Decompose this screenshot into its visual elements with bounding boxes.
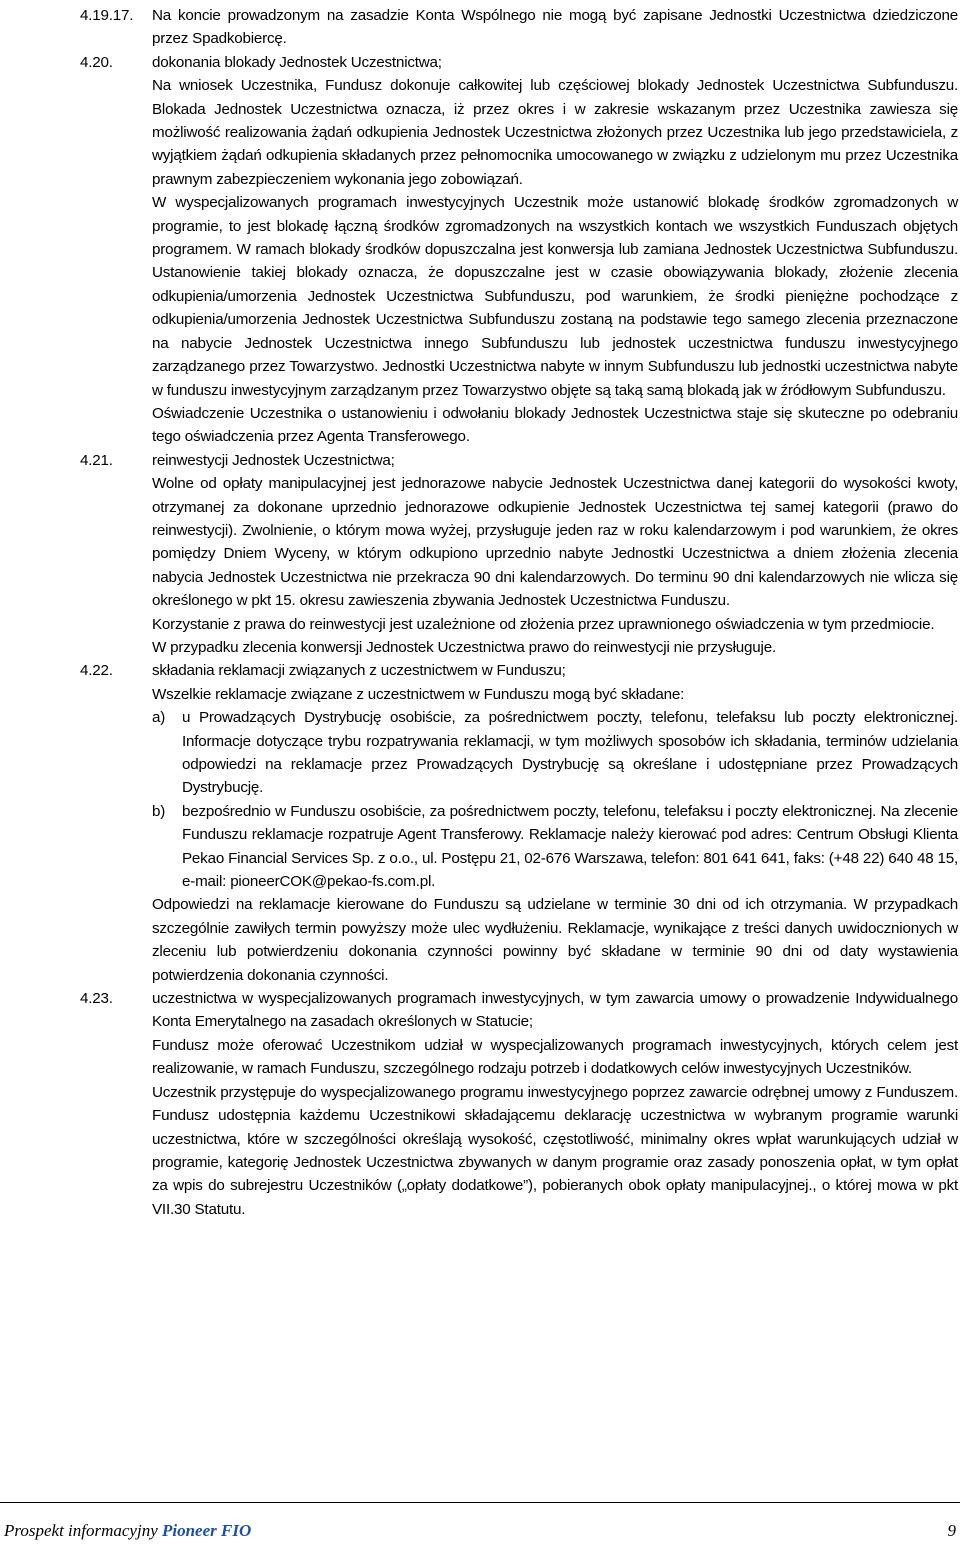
list-item-label: b) [152, 802, 166, 820]
section-number: 4.20. [80, 53, 113, 71]
document-body [80, 4, 958, 1221]
section-4-21 [80, 449, 958, 660]
section-heading: składania reklamacji związanych z uczestnictwem w Funduszu; [152, 662, 566, 680]
paragraph: Wolne od opłaty manipulacyjnej jest jednorazowe nabycie Jednostek Uczestnictwa danej kategorii do wysokości kwoty, otrzymanej za dokonane uprzednio jednorazowe odkupienie Jednostek Uczestnictwa tej samej kategorii (prawo do reinwestycji). Zwolnienie, o którym mowa wyżej, przysługuje jeden raz w roku kalendarzowym i pod warunkiem, że okres pomiędzy Dniem Wyceny, w którym odkupiono uprzednio nabyte Jednostki Uczestnictwa a dniem złożenia zlecenia nabycia Jednostek Uczestnictwa nie przekracza 90 dni kalendarzowych. Do terminu 90 dni kalendarzowych nie wlicza się określonego w pkt 15. okresu zawieszenia zbywania Jednostek Uczestnictwa Funduszu. [152, 475, 958, 610]
section-heading: dokonania blokady Jednostek Uczestnictwa; [152, 53, 442, 71]
section-4-22 [80, 659, 958, 987]
paragraph: Wszelkie reklamacje związane z uczestnictwem w Funduszu mogą być składane: [152, 685, 685, 703]
list-item-text: bezpośrednio w Funduszu osobiście, za pośrednictwem poczty, telefonu, telefaksu i poczty elektronicznej. Na zlecenie Funduszu reklamacje rozpatruje Agent Transferowy. Reklamacje należy kierować pod adres: Centrum Obsługi Klienta Pekao Financial Services Sp. z o.o., ul. Postępu 21, 02-676 Warszawa, telefon: 801 641 641, faks: (+48 22) 640 48 15, e-mail: pioneerCOK@pekao-fs.com.pl. [182, 802, 958, 891]
footer-title: Prospekt informacyjny [4, 1521, 158, 1540]
section-heading: uczestnictwa w wyspecjalizowanych programach inwestycyjnych, w tym zawarcia umowy o prowadzenie Indywidualnego Konta Emerytalnego na zasadach określonych w Statucie; [152, 990, 958, 1031]
section-4-23 [80, 987, 958, 1221]
paragraph: Oświadczenie Uczestnika o ustanowieniu i odwołaniu blokady Jednostek Uczestnictwa staje się skuteczne po odebraniu tego oświadczenia przez Agenta Transferowego. [152, 404, 958, 446]
section-heading: reinwestycji Jednostek Uczestnictwa; [152, 451, 395, 469]
paragraph: Uczestnik przystępuje do wyspecjalizowanego programu inwestycyjnego poprzez zawarcie odrębnej umowy z Funduszem. Fundusz udostępnia każdemu Uczestnikowi składającemu deklarację uczestnictwa w wybranym programie warunki uczestnictwa, które w szczególności określają wysokość, częstotliwość, minimalny okres wpłat warunkujących udział w programie, kategorię Jednostek Uczestnictwa zbywanych w danym programie oraz zasady ponoszenia opłat, w tym opłat za wpis do subrejestru Uczestników („opłaty dodatkowe”), pobieranych obok opłaty manipulacyjnej., o której mowa w pkt VII.30 Statutu. [152, 1083, 958, 1218]
page-footer [4, 1521, 956, 1541]
section-4-19-17 [80, 4, 958, 51]
section-number: 4.19.17. [80, 7, 134, 24]
section-4-20 [80, 51, 958, 449]
footer-brand: Pioneer FIO [162, 1521, 252, 1540]
section-number: 4.21. [80, 451, 113, 469]
list-item [152, 706, 958, 800]
section-number: 4.23. [80, 990, 113, 1008]
list-item-text: u Prowadzących Dystrybucję osobiście, za pośrednictwem poczty, telefonu, telefaksu lub poczty elektronicznej. Informacje dotyczące trybu rozpatrywania reklamacji, w tym możliwych sposobów ich składania, terminów udzielania odpowiedzi na reklamacje przez Prowadzących Dystrybucję są określane i udostępniane przez Prowadzących Dystrybucję. [182, 709, 958, 797]
footer-divider [0, 1502, 960, 1503]
paragraph: Odpowiedzi na reklamacje kierowane do Funduszu są udzielane w terminie 30 dni od ich otrzymania. W przypadkach szczególnie zawiłych termin powyższy może ulec wydłużeniu. Reklamacje, wynikające z treści danych uwidocznionych w zleceniu lub potwierdzeniu dokonania czynności powinny być składane w terminie 90 dni od daty wystawienia potwierdzenia dokonania czynności. [152, 896, 958, 984]
section-number: 4.22. [80, 662, 113, 680]
paragraph: W przypadku zlecenia konwersji Jednostek Uczestnictwa prawo do reinwestycji nie przysługuje. [152, 638, 776, 656]
paragraph: Na wniosek Uczestnika, Fundusz dokonuje całkowitej lub częściowej blokady Jednostek Uczestnictwa Subfunduszu. Blokada Jednostek Uczestnictwa oznacza, iż przez okres i w zakresie wskazanym przez Uczestnika zawiesza się możliwość realizowania żądań odkupienia Jednostek Uczestnictwa złożonych przez Uczestnika lub jego przedstawiciela, z wyjątkiem żądań odkupienia składanych przez pełnomocnika umocowanego w związku z udzielonym mu przez Uczestnika prawnym zabezpieczeniem wykonania jego zobowiązań. [152, 77, 958, 188]
list-item-label: a) [152, 709, 166, 727]
page-number: 9 [947, 1521, 956, 1540]
list-item [152, 800, 958, 894]
paragraph: Fundusz może oferować Uczestnikom udział w wyspecjalizowanych programach inwestycyjnych, których celem jest realizowanie, w ramach Funduszu, szczególnego rodzaju potrzeb i dodatkowych celów inwestycyjnych Uczestników. [152, 1036, 958, 1078]
paragraph: W wyspecjalizowanych programach inwestycyjnych Uczestnik może ustanowić blokadę środków zgromadzonych w programie, to jest blokadę łączną środków zgromadzonych na wszystkich kontach we wszystkich Funduszach objętych programem. W ramach blokady środków dopuszczalna jest konwersja lub zamiana Jednostek Uczestnictwa Subfunduszu. Ustanowienie takiej blokady oznacza, że dopuszczalne jest w czasie obowiązywania blokady, złożenie zlecenia odkupienia/umorzenia Jednostek Uczestnictwa Subfunduszu, pod warunkiem, że środki pieniężne pochodzące z odkupienia/umorzenia Jednostek Uczestnictwa Subfunduszu zostaną na podstawie tego samego zlecenia przeznaczone na nabycie Jednostek Uczestnictwa innego Subfunduszu lub jednostek uczestnictwa funduszu inwestycyjnego zarządzanego przez Towarzystwo. Jednostki Uczestnictwa nabyte w innym Subfunduszu lub jednostki uczestnictwa nabyte w funduszu inwestycyjnym zarządzanym przez Towarzystwo objęte są taką samą blokadą jak w źródłowym Subfunduszu. [152, 194, 958, 399]
paragraph: Korzystanie z prawa do reinwestycji jest uzależnione od złożenia przez uprawnionego oświadczenia w tym przedmiocie. [152, 615, 935, 633]
paragraph: Na koncie prowadzonym na zasadzie Konta Wspólnego nie mogą być zapisane Jednostki Uczestnictwa dziedziczone przez Spadkobiercę. [152, 7, 958, 48]
